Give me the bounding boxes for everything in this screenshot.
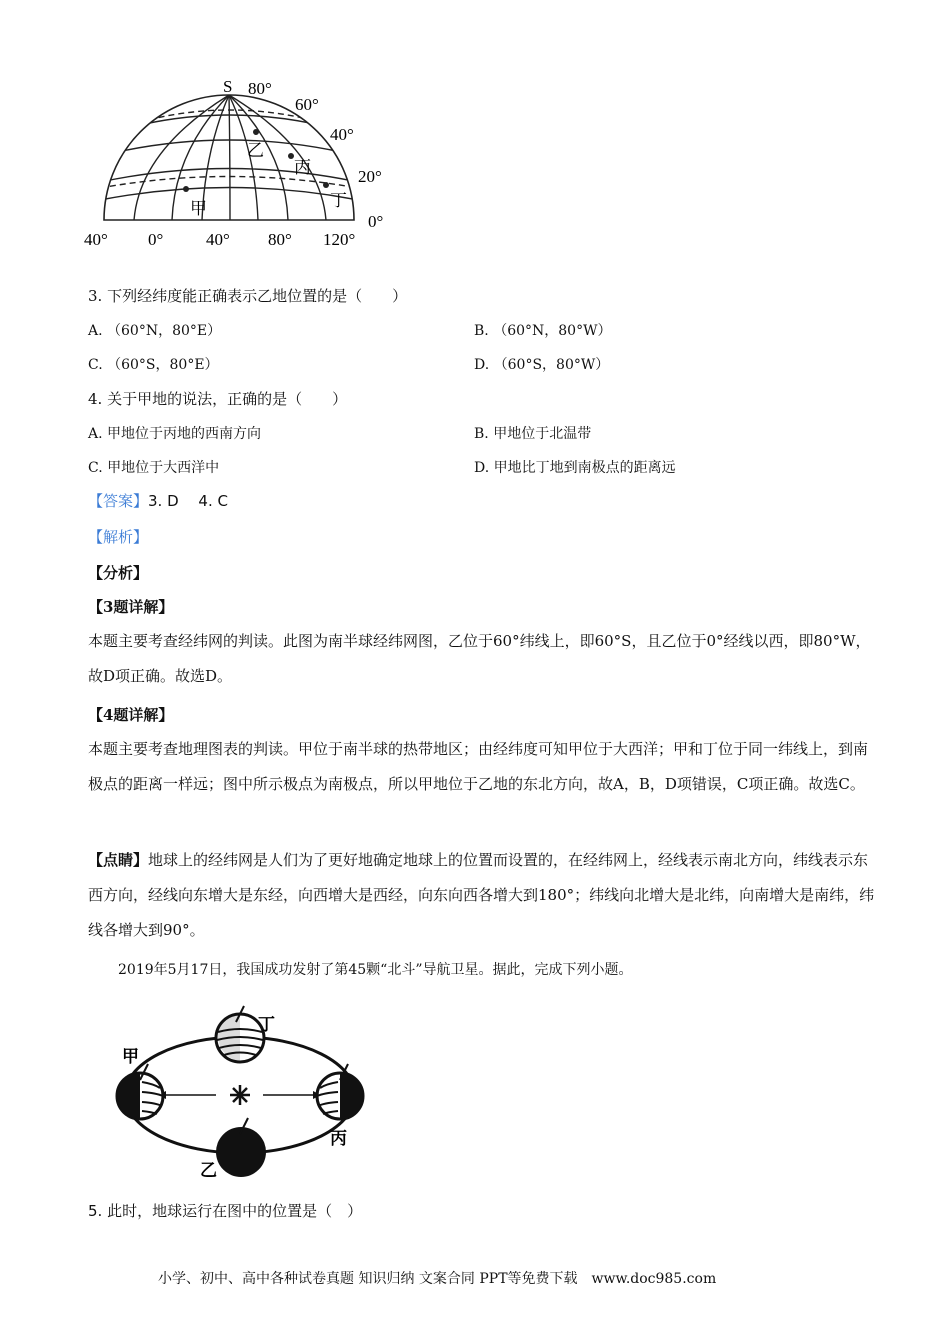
sun-icon [230, 1085, 250, 1105]
q3-option-b[interactable]: B. （60°N，80°W） [474, 323, 612, 339]
q3-option-c[interactable]: C. （60°S，80°E） [88, 357, 219, 373]
answer-tag: 【答案】 [88, 492, 149, 510]
point-label: 丙 [294, 158, 311, 177]
orbit-label: 丙 [330, 1129, 347, 1148]
tip-tag: 【点睛】 [88, 851, 149, 869]
fenxi-tag: 【分析】 [88, 564, 149, 582]
point-label: 甲 [190, 199, 207, 218]
answer-text: 3. D 4. C [148, 492, 228, 510]
lon-label: 40° [206, 230, 230, 249]
lat-label: 20° [358, 167, 382, 186]
page-footer: 小学、初中、高中各种试卷真题 知识归纳 文案合同 PPT等免费下载 www.doc985.com [158, 1271, 717, 1287]
q4-stem: 4. 关于甲地的说法，正确的是（ ） [88, 390, 348, 408]
earth-ding-icon [216, 1006, 264, 1062]
earth-yi-icon [216, 1118, 266, 1177]
q5-stem: 5. 此时，地球运行在图中的位置是（ ） [88, 1202, 363, 1220]
detail-4-tag: 【4题详解】 [88, 706, 174, 724]
lat-label: 0° [368, 212, 384, 231]
orbit-label: 甲 [122, 1047, 139, 1066]
lon-label: 120° [323, 230, 356, 249]
answer-line [88, 491, 228, 511]
orbit-label: 乙 [200, 1161, 217, 1180]
lon-label: 80° [268, 230, 292, 249]
lat-label: 80° [248, 79, 272, 98]
graticule-map [80, 70, 410, 250]
earth-jia-icon [117, 1064, 163, 1119]
tip-text: 地球上的经纬网是人们为了更好地确定地球上的位置而设置的，在经纬网上，经线表示南北方向，纬线表示东西方向，经线向东增大是东经，向西增大是西经，向东向西各增大到180°；纬线向北增大是北纬，向南增大是南纬，纬线各增大到90°。 [88, 851, 875, 939]
analysis-tag: 【解析】 [88, 528, 149, 546]
pole-label: S [223, 77, 233, 96]
orbit-diagram [108, 1000, 398, 1185]
lat-label: 40° [330, 125, 354, 144]
detail-3-text: 本题主要考查经纬网的判读。此图为南半球经纬网图，乙位于60°纬线上，即60°S，且乙位于0°经线以西，即80°W，故D项正确。故选D。 [88, 632, 871, 685]
lon-label: 0° [148, 230, 164, 249]
tip-paragraph [88, 843, 878, 948]
orbit-label: 丁 [258, 1015, 275, 1034]
q4-option-c[interactable]: C. 甲地位于大西洋中 [88, 460, 220, 476]
lon-label: 40° [84, 230, 108, 249]
earth-bing-icon [317, 1064, 363, 1119]
q3-stem: 3. 下列经纬度能正确表示乙地位置的是（ ） [88, 287, 408, 305]
q3-option-d[interactable]: D. （60°S，80°W） [474, 357, 610, 373]
q4-option-a[interactable]: A. 甲地位于丙地的西南方向 [88, 426, 262, 442]
detail-4-text: 本题主要考查地理图表的判读。甲位于南半球的热带地区；由经纬度可知甲位于大西洋；甲和丁位于同一纬线上，到南极点的距离一样远；图中所示极点为南极点，所以甲地位于乙地的东北方向，故A，B，D项错误，C项正确。故选C。 [88, 740, 869, 793]
detail-3-tag: 【3题详解】 [88, 598, 174, 616]
intro-text: 2019年5月17日，我国成功发射了第45颗“北斗”导航卫星。据此，完成下列小题。 [118, 962, 633, 978]
lat-label: 60° [295, 95, 319, 114]
q4-option-b[interactable]: B. 甲地位于北温带 [474, 426, 592, 442]
point-label: 乙 [247, 141, 264, 160]
q4-option-d[interactable]: D. 甲地比丁地到南极点的距离远 [474, 460, 676, 476]
point-label: 丁 [330, 191, 347, 210]
q3-option-a[interactable]: A. （60°N，80°E） [88, 323, 222, 339]
